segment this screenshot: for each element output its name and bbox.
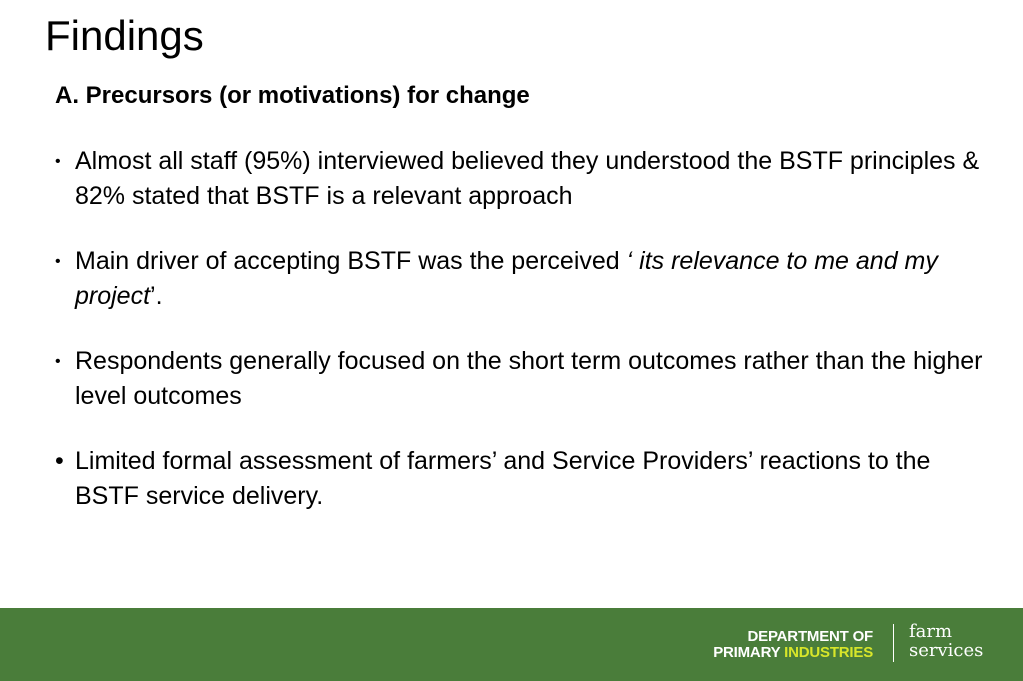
bullet-dot: • <box>55 253 61 270</box>
department-logo <box>713 629 873 661</box>
bullet-text: Respondents generally focused on the short term outcomes rather than the higher level outcomes <box>75 347 983 410</box>
bullet-dot: • <box>55 153 61 170</box>
bullet-item <box>55 344 985 414</box>
slide-subtitle: A. Precursors (or motivations) for change <box>55 82 530 109</box>
bullet-text-end: ’. <box>150 282 163 310</box>
brand-line-2: services <box>909 640 984 661</box>
bullet-item <box>55 444 985 514</box>
bullet-item <box>55 244 985 314</box>
dept-line-2 <box>713 645 873 661</box>
bullet-list <box>55 144 985 544</box>
brand-line-1: farm <box>909 621 953 642</box>
bullet-text: Main driver of accepting BSTF was the perceived <box>75 247 627 275</box>
bullet-item <box>55 144 985 214</box>
dept-line-1: DEPARTMENT OF <box>747 628 873 645</box>
slide-title: Findings <box>45 12 204 59</box>
logo-divider <box>893 624 894 662</box>
bullet-quote: ‘ its relevance to me and my project <box>75 247 938 310</box>
footer-band <box>0 608 1023 681</box>
dept-industries: INDUSTRIES <box>784 644 873 661</box>
bullet-text: Limited formal assessment of farmers’ and Service Providers’ reactions to the BSTF service delivery. <box>75 447 931 510</box>
bullet-dot: • <box>55 353 61 370</box>
bullet-text: Almost all staff (95%) interviewed believed they understood the BSTF principles & 82% stated that BSTF is a relevant approach <box>75 147 980 210</box>
farm-services-logo <box>909 622 983 660</box>
dept-primary: PRIMARY <box>713 644 781 661</box>
bullet-dot: • <box>55 447 64 475</box>
